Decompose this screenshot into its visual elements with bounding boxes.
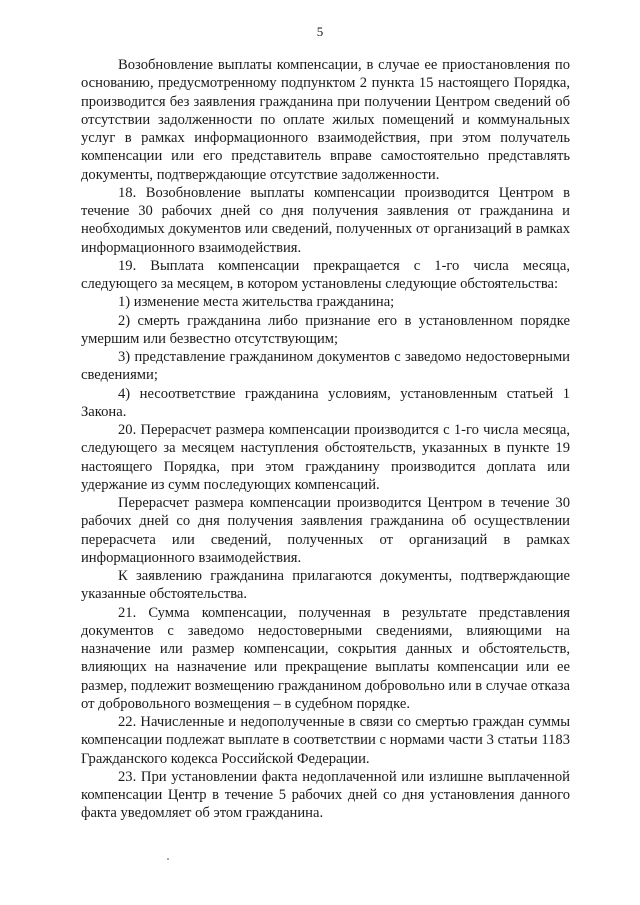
paragraph-21: 21. Сумма компенсации, полученная в результате представления документов с заведомо недостоверными сведениями, влияющими на назначение или размер компенсации, сокрытия данных и обстоятельств, влияющих на назначение или прекращение выплаты компенсации или ее размер, подлежит возмещению гражданином добровольно или в случае отказа от добровольного возмещения – в судебном порядке. [81,604,570,712]
paragraph-19-item-4: 4) несоответствие гражданина условиям, установленным статьей 1 Закона. [81,385,570,420]
paragraph-20: 20. Перерасчет размера компенсации производится с 1-го числа месяца, следующего за месяцем наступления обстоятельств, указанных в пункте 19 настоящего Порядка, при этом гражданину производится доплата или удержание из сумм последующих компенсаций. [81,422,570,493]
document-body [81,56,570,823]
paragraph-resumption-without-application: Возобновление выплаты компенсации, в случае ее приостановления по основанию, предусмотренному подпунктом 2 пункта 15 настоящего Порядка, производится без заявления гражданина при получении Центром сведений об отсутствии задолженности по оплате жилых помещений и коммунальных услуг в рамках информационного взаимодействия, при этом получатель компенсации или его представитель вправе самостоятельно представлять документы, подтверждающие отсутствие задолженности. [81,57,570,183]
paragraph-20-attachments: К заявлению гражданина прилагаются документы, подтверждающие указанные обстоятельства. [81,568,570,603]
paragraph-20-recalculation-term: Перерасчет размера компенсации производится Центром в течение 30 рабочих дней со дня получения заявления гражданина об осуществлении перерасчета или сведений, полученных от организаций в рамках информационного взаимодействия. [81,495,570,566]
paragraph-19-item-2: 2) смерть гражданина либо признание его в установленном порядке умершим или безвестно отсутствующим; [81,312,570,347]
paragraph-22: 22. Начисленные и недополученные в связи со смертью граждан суммы компенсации подлежат выплате в соответствии с нормами части 3 статьи 1183 Гражданского кодекса Российской Федерации. [81,714,570,767]
paragraph-19-item-3: 3) представление гражданином документов с заведомо недостоверными сведениями; [81,349,570,384]
paragraph-19-item-1: 1) изменение места жительства гражданина; [118,294,395,311]
paragraph-19: 19. Выплата компенсации прекращается с 1-го числа месяца, следующего за месяцем, в котором установлены следующие обстоятельства: [81,257,570,292]
page-number: 5 [316,24,324,39]
scan-artifact-dot [167,858,169,860]
paragraph-23: 23. При установлении факта недоплаченной или излишне выплаченной компенсации Центр в течение 5 рабочих дней со дня установления данного факта уведомляет об этом гражданина. [81,768,570,822]
paragraph-18: 18. Возобновление выплаты компенсации производится Центром в течение 30 рабочих дней со дня получения заявления от гражданина и необходимых документов или сведений, полученных от организаций в рамках информационного взаимодействия. [81,184,570,256]
